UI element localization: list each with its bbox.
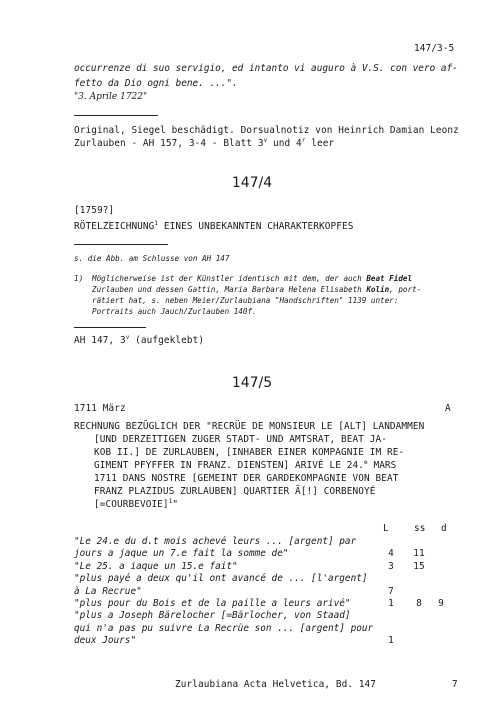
entry-text: "plus payé a deux qu'il ont avancé de ... [l'argent] — [74, 573, 368, 585]
amount-L: 1 — [388, 635, 394, 647]
entry-text: "Le 24.e du d.t mois achevé leurs ... [argent] par — [74, 536, 357, 547]
document-title-line: [UND DERZEITIGEN ZUGER STADT- UND AMTSRAT, BEAT JA- — [94, 434, 387, 445]
document-marker: A — [445, 403, 451, 414]
source-note-line-2: Zurlauben - AH 157, 3-4 - Blatt 3$^v$ und 4$^r$ leer — [74, 136, 335, 149]
document-title-line: FRANZ PLAZIDUS ZURLAUBEN] QUARTIER Ã[!] CORBENOYÉ — [94, 486, 376, 497]
source-note-line-1: Original, Siegel beschädigt. Dorsualnotiz von Heinrich Damian Leonz — [74, 125, 459, 136]
document-title-line: KOB II.] DE ZURLAUBEN, [INHABER EINER KOMPAGNIE IM RE- — [94, 447, 405, 458]
amount-L: 4 — [388, 548, 394, 560]
entry-text: deux Jours" — [74, 635, 137, 647]
letter-line-1: occurrenze di suo servigio, ed intanto vi auguro à V.S. con vero af- — [74, 63, 458, 74]
document-date: 1711 März — [74, 403, 126, 414]
archive-reference: AH 147, 3$^v$ (aufgeklebt) — [74, 333, 205, 346]
document-title-line: GIMENT PFYFFER IN FRANZ. DIENSTEN] ARIVÉ LE 24.$^e$ MARS — [94, 458, 397, 471]
illustration-note: s. die Abb. am Schlusse von AH 147 — [74, 254, 230, 263]
divider-rule — [74, 327, 146, 328]
amount-ss: 15 — [413, 560, 425, 572]
amount-d: 9 — [438, 598, 444, 609]
divider-rule — [74, 115, 158, 116]
amount-L: 7 — [388, 585, 394, 597]
handwritten-date: "3. Aprile 1722" — [74, 92, 148, 102]
footnote-number: 1) — [74, 274, 84, 283]
footnote-line-1: Möglicherweise ist der Künstler identisch mit dem, der auch Beat Fidel — [92, 274, 413, 283]
column-header-livres: L — [383, 523, 389, 534]
amount-ss: 11 — [413, 548, 425, 560]
page-reference: 147/3-5 — [414, 43, 455, 54]
column-header-deniers: d — [441, 523, 447, 534]
footer-title: Zurlaubiana Acta Helvetica, Bd. 147 — [175, 679, 377, 690]
entry-text: "plus a Joseph Bärelocher [=Bärlocher, von Staad] — [74, 610, 351, 622]
entry-text: "Le 25. a iaque un 15.e fait" — [74, 560, 238, 572]
letter-line-2: fetto da Dio ogni bene. ...". — [74, 78, 238, 89]
footnote-line-2: Zurlauben und dessen Gattin, Maria Barbara Helena Elisabeth Kolin, port- — [92, 285, 422, 294]
document-number: 147/5 — [231, 375, 273, 391]
footer-page-number: 7 — [452, 679, 458, 690]
document-title-line: 1711 DANS NOSTRE [GEMEINT DER GARDEKOMPAGNIE VON BEAT — [94, 473, 399, 484]
amount-ss: 8 — [416, 598, 422, 609]
document-date: [1759?] — [74, 205, 115, 216]
column-header-sols: ss — [414, 523, 426, 534]
document-title: RÖTELZEICHNUNG$^1$ EINES UNBEKANNTEN CHARAKTERKOPFES — [74, 219, 354, 232]
divider-rule — [74, 244, 168, 245]
document-title-line: RECHNUNG BEZÜGLICH DER "RECRÜE DE MONSIEUR LE [ALT] LANDAMMEN — [74, 421, 425, 432]
document-title-line: [=COURBEVOIE]$^1$" — [94, 497, 179, 510]
amount-L: 1 — [388, 598, 394, 609]
entry-text: à La Recrue" — [74, 585, 142, 597]
entry-text: qui n'a pas pu suivre La Recrüe son ... [argent] pour — [74, 622, 374, 634]
footnote-line-3: rätiert hat, s. neben Meier/Zurlaubiana "Handschriften" 1139 unter: — [92, 296, 399, 305]
document-number: 147/4 — [231, 175, 273, 191]
amount-L: 3 — [388, 560, 394, 572]
entry-text: "plus pour du Bois et de la paille a leurs arivé" — [74, 598, 351, 609]
footnote-line-4: Portraits auch Jauch/Zurlauben 140f. — [92, 307, 257, 316]
entry-text: jours a jaque un 7.e fait la somme de" — [74, 548, 289, 560]
